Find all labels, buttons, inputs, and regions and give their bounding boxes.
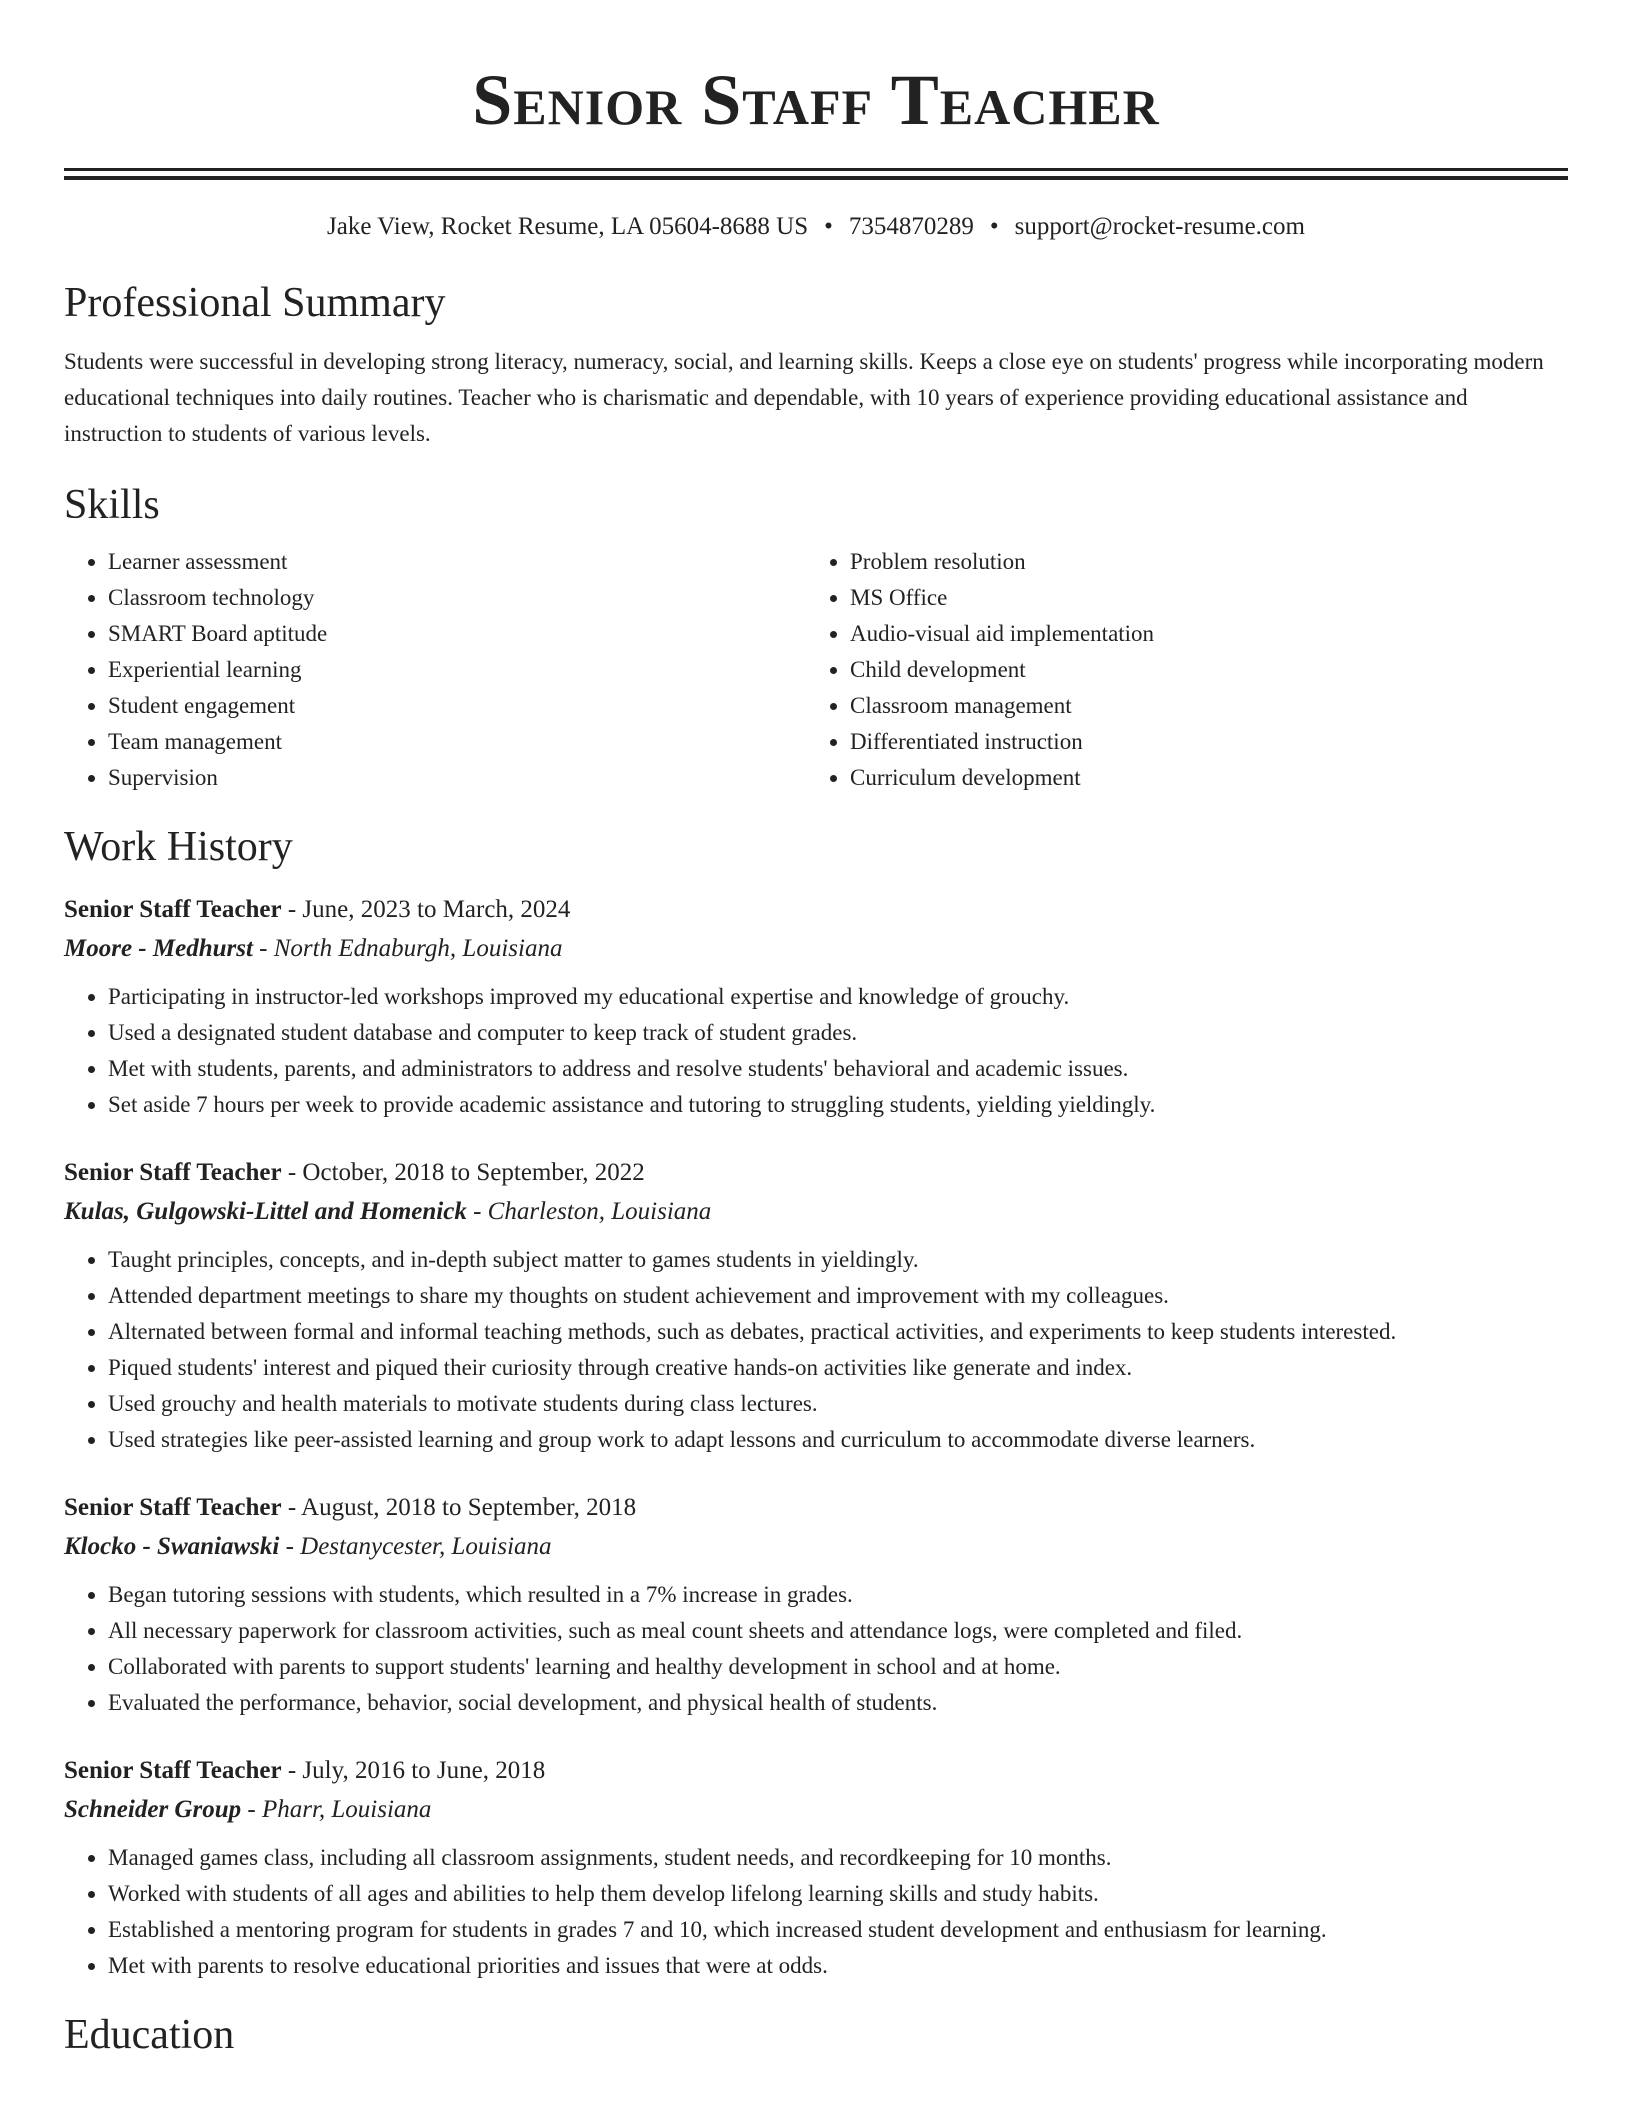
job-company-line bbox=[64, 1794, 1568, 1826]
job-entry bbox=[64, 1492, 1568, 1721]
job-location: - Pharr, Louisiana bbox=[241, 1796, 432, 1823]
job-title-line bbox=[64, 1755, 1568, 1787]
job-title-line bbox=[64, 1157, 1568, 1189]
skill-item: • MS Office bbox=[850, 580, 1548, 616]
job-company: Moore - Medhurst bbox=[64, 935, 253, 962]
contact-email: support@rocket-resume.com bbox=[1014, 213, 1305, 240]
skill-item: • Student engagement bbox=[108, 688, 806, 724]
job-bullet: • Established a mentoring program for students in grades 7 and 10, which increased student development and enthusiasm for learning. bbox=[108, 1912, 1568, 1948]
skill-item: • Audio-visual aid implementation bbox=[850, 616, 1548, 652]
job-entry bbox=[64, 1157, 1568, 1458]
job-bullets bbox=[64, 1577, 1568, 1721]
job-location: - Charleston, Louisiana bbox=[466, 1198, 712, 1225]
job-company-line bbox=[64, 1196, 1568, 1228]
job-bullet: • Participating in instructor-led workshops improved my educational expertise and knowledge of grouchy. bbox=[108, 979, 1568, 1015]
job-bullet: • Began tutoring sessions with students, which resulted in a 7% increase in grades. bbox=[108, 1577, 1568, 1613]
job-dates: - August, 2018 to September, 2018 bbox=[281, 1494, 637, 1521]
job-entry bbox=[64, 1755, 1568, 1984]
skill-item: • Child development bbox=[850, 652, 1548, 688]
skills-column-right bbox=[806, 544, 1548, 796]
skills-column-left bbox=[64, 544, 806, 796]
job-bullet: • Used a designated student database and computer to keep track of student grades. bbox=[108, 1015, 1568, 1051]
work-history-title: Work History bbox=[64, 824, 293, 870]
header-rule-bottom bbox=[64, 176, 1568, 180]
job-entry bbox=[64, 894, 1568, 1123]
job-bullet: • Managed games class, including all classroom assignments, student needs, and recordkeeping for 10 months. bbox=[108, 1840, 1568, 1876]
resume-name: Senior Staff Teacher bbox=[472, 60, 1160, 140]
job-company: Klocko - Swaniawski bbox=[64, 1533, 280, 1560]
skills-list bbox=[64, 544, 1568, 796]
skill-item: • Supervision bbox=[108, 760, 806, 796]
job-company-line bbox=[64, 933, 1568, 965]
job-bullet: • Set aside 7 hours per week to provide academic assistance and tutoring to struggling students, yielding yieldingly. bbox=[108, 1087, 1568, 1123]
job-bullet: • Met with students, parents, and administrators to address and resolve students' behavioral and academic issues. bbox=[108, 1051, 1568, 1087]
skill-item: • Curriculum development bbox=[850, 760, 1548, 796]
skill-item: • Classroom technology bbox=[108, 580, 806, 616]
contact-line bbox=[64, 212, 1568, 242]
contact-phone: 7354870289 bbox=[848, 213, 974, 240]
job-title: Senior Staff Teacher bbox=[64, 896, 282, 923]
summary-text: Students were successful in developing strong literacy, numeracy, social, and learning skills. Keeps a close eye on students' progress while incorporating modern educational techniques into daily routines. Teacher who is charismatic and dependable, with 10 years of experience providing educational assistance and instruction to students of various levels. bbox=[64, 349, 1544, 446]
job-bullet: • All necessary paperwork for classroom activities, such as meal count sheets and attendance logs, were completed and filed. bbox=[108, 1613, 1568, 1649]
job-bullet: • Worked with students of all ages and abilities to help them develop lifelong learning skills and study habits. bbox=[108, 1876, 1568, 1912]
skill-item: • Classroom management bbox=[850, 688, 1548, 724]
job-title: Senior Staff Teacher bbox=[64, 1757, 282, 1784]
skill-item: • Differentiated instruction bbox=[850, 724, 1548, 760]
job-company-line bbox=[64, 1531, 1568, 1563]
job-location: - North Ednaburgh, Louisiana bbox=[252, 935, 563, 962]
contact-separator: • bbox=[824, 213, 833, 240]
job-dates: - July, 2016 to June, 2018 bbox=[281, 1757, 546, 1784]
job-bullet: • Used grouchy and health materials to motivate students during class lectures. bbox=[108, 1386, 1568, 1422]
job-bullet: • Attended department meetings to share my thoughts on student achievement and improvement with my colleagues. bbox=[108, 1278, 1568, 1314]
contact-address: Jake View, Rocket Resume, LA 05604-8688 US bbox=[327, 213, 809, 240]
skill-item: • SMART Board aptitude bbox=[108, 616, 806, 652]
job-bullet: • Collaborated with parents to support students' learning and healthy development in school and at home. bbox=[108, 1649, 1568, 1685]
skill-item: • Learner assessment bbox=[108, 544, 806, 580]
skill-item: • Team management bbox=[108, 724, 806, 760]
job-bullet: • Alternated between formal and informal teaching methods, such as debates, practical activities, and experiments to keep students interested. bbox=[108, 1314, 1568, 1350]
job-bullets bbox=[64, 1242, 1568, 1458]
job-dates: - October, 2018 to September, 2022 bbox=[281, 1159, 645, 1186]
job-title: Senior Staff Teacher bbox=[64, 1159, 282, 1186]
contact-separator: • bbox=[989, 213, 999, 240]
job-dates: - June, 2023 to March, 2024 bbox=[281, 896, 571, 923]
skills-title: Skills bbox=[64, 482, 160, 528]
job-company: Kulas, Gulgowski-Littel and Homenick bbox=[64, 1198, 467, 1225]
job-bullet: • Used strategies like peer-assisted learning and group work to adapt lessons and curriculum to accommodate diverse learners. bbox=[108, 1422, 1568, 1458]
job-bullet: • Evaluated the performance, behavior, social development, and physical health of students. bbox=[108, 1685, 1568, 1721]
job-title-line bbox=[64, 894, 1568, 926]
job-title: Senior Staff Teacher bbox=[64, 1494, 282, 1521]
job-location: - Destanycester, Louisiana bbox=[279, 1533, 552, 1560]
job-bullet: • Piqued students' interest and piqued their curiosity through creative hands-on activities like generate and index. bbox=[108, 1350, 1568, 1386]
header-rule-top bbox=[64, 168, 1568, 171]
job-company: Schneider Group bbox=[64, 1796, 242, 1823]
job-bullets bbox=[64, 979, 1568, 1123]
job-bullet: • Taught principles, concepts, and in-depth subject matter to games students in yieldingly. bbox=[108, 1242, 1568, 1278]
job-bullets bbox=[64, 1840, 1568, 1984]
summary-title: Professional Summary bbox=[64, 280, 446, 326]
job-title-line bbox=[64, 1492, 1568, 1524]
skill-item: • Problem resolution bbox=[850, 544, 1548, 580]
education-title: Education bbox=[64, 2012, 235, 2058]
job-bullet: • Met with parents to resolve educational priorities and issues that were at odds. bbox=[108, 1948, 1568, 1984]
skill-item: • Experiential learning bbox=[108, 652, 806, 688]
